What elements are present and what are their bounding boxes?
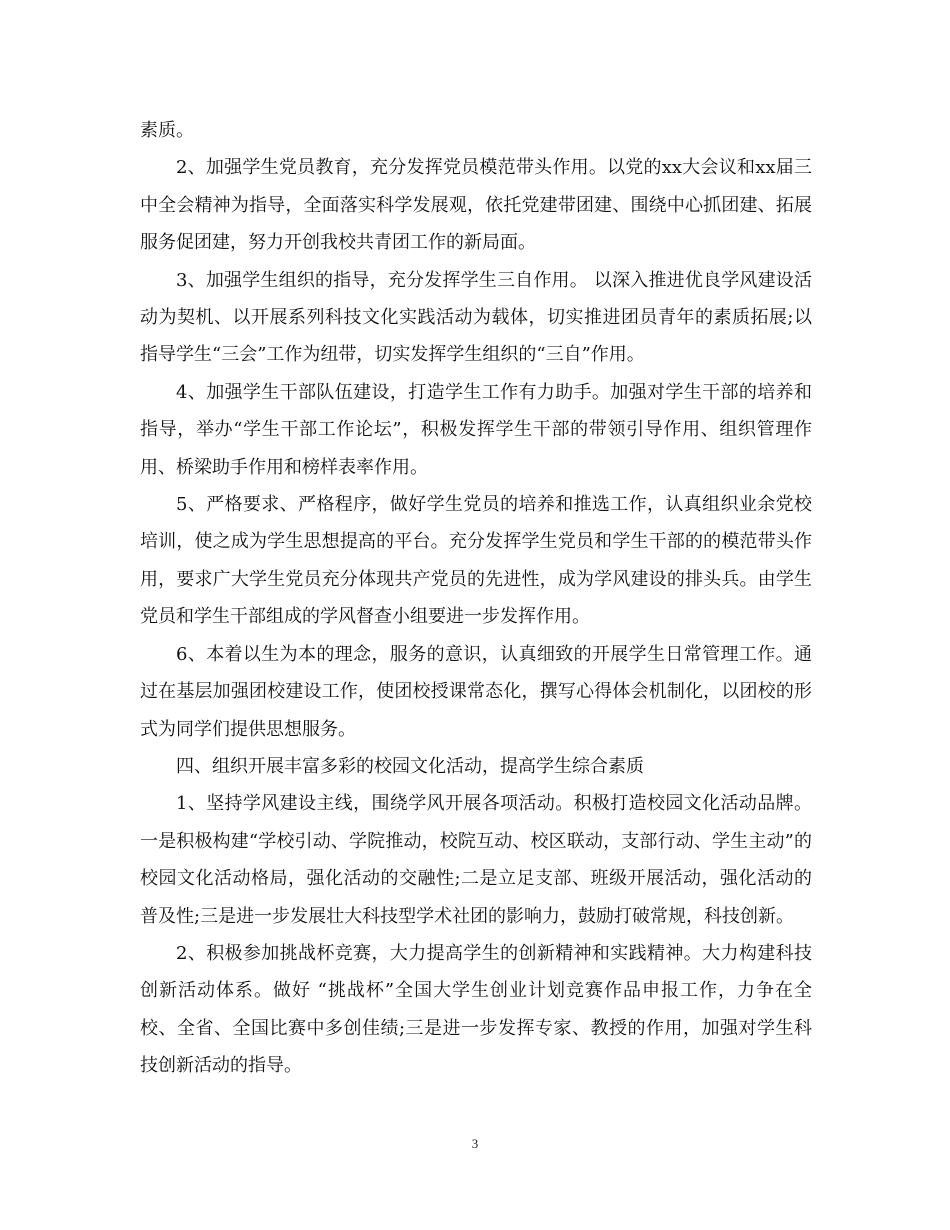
- page-number: 3: [471, 1136, 479, 1151]
- section-heading: 四、组织开展丰富多彩的校园文化活动，提高学生综合素质: [176, 755, 644, 777]
- paragraph-3: 3、加强学生组织的指导，充分发挥学生三自作用。 以深入推进优良学风建设活动为契机、以开展系列科技文化实践活动为载体，切实推进团员青年的素质拓展;以指导学生“三会”工作为纽带，切实发挥学生组织的“三自”作用。: [140, 269, 812, 366]
- paragraph-6: 6、本着以生为本的理念，服务的意识，认真细致的开展学生日常管理工作。通过在基层加强团校建设工作，使团校授课常态化，撰写心得体会机制化，以团校的形式为同学们提供思想服务。: [140, 643, 812, 740]
- document-body: [140, 112, 812, 1085]
- paragraph-5: 5、严格要求、严格程序，做好学生党员的培养和推选工作，认真组织业余党校培训，使之成为学生思想提高的平台。充分发挥学生党员和学生干部的的模范带头作用，要求广大学生党员充分体现共产党员的先进性，成为学风建设的排头兵。由学生党员和学生干部组成的学风督查小组要进一步发挥作用。: [140, 494, 812, 628]
- paragraph-8: 1、坚持学风建设主线，围绕学风开展各项活动。积极打造校园文化活动品牌。一是积极构建“学校引动、学院推动，校院互动、校区联动，支部行动、学生主动”的校园文化活动格局，强化活动的交融性;二是立足支部、班级开展活动，强化活动的普及性;三是进一步发展壮大科技型学术社团的影响力，鼓励打破常规，科技创新。: [140, 793, 812, 927]
- paragraph-2: 2、加强学生党员教育，充分发挥党员模范带头作用。以党的xx大会议和xx届三中全会精神为指导，全面落实科学发展观，依托党建带团建、围绕中心抓团建、拓展服务促团建，努力开创我校共青团工作的新局面。: [140, 157, 812, 254]
- paragraph-9: 2、积极参加挑战杯竞赛，大力提高学生的创新精神和实践精神。大力构建科技创新活动体系。做好 “挑战杯”全国大学生创业计划竞赛作品申报工作，力争在全校、全省、全国比赛中多创佳绩;三是进一步发挥专家、教授的作用，加强对学生科技创新活动的指导。: [140, 942, 812, 1077]
- paragraph-1: 素质。: [140, 120, 194, 141]
- paragraph-4: 4、加强学生干部队伍建设，打造学生工作有力助手。加强对学生干部的培养和指导，举办“学生干部工作论坛”，积极发挥学生干部的带领引导作用、组织管理作用、桥梁助手作用和榜样表率作用。: [140, 381, 812, 478]
